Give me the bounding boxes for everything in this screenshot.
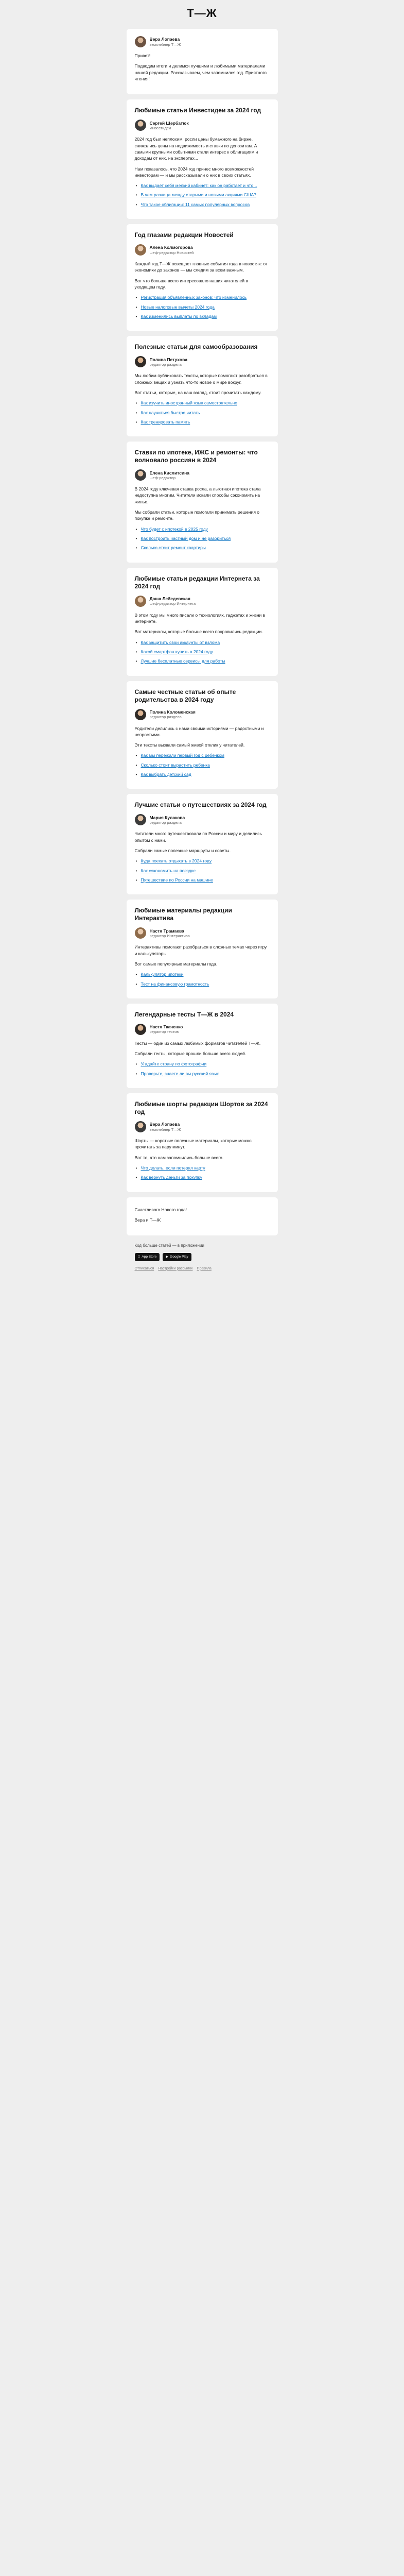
- tj-logo[interactable]: Т—Ж: [187, 7, 217, 20]
- author-name: Елена Кислитсина: [149, 470, 190, 476]
- section-card: [127, 568, 278, 676]
- avatar: [135, 120, 146, 131]
- article-link[interactable]: Сколько стоит ремонт квартиры: [140, 545, 206, 551]
- article-link-item: [135, 400, 270, 406]
- section-title: Лучшие статьи о путешествиях за 2024 год: [134, 801, 267, 809]
- author-role: шеф-редактор Интернета: [149, 601, 196, 606]
- article-link[interactable]: Сколько стоит вырастить ребенка: [140, 762, 210, 768]
- section-title: Ставки по ипотеке, ИЖС и ремонты: что волновало россиян в 2024: [134, 449, 258, 464]
- article-link[interactable]: Калькулятор ипотеки: [140, 972, 184, 977]
- article-link[interactable]: Как изменились выплаты по вкладам: [140, 313, 217, 319]
- section-author: [135, 1121, 270, 1132]
- article-link-item: [135, 535, 270, 541]
- article-link[interactable]: Тест на финансовую грамотность: [140, 981, 209, 987]
- article-link-item: [135, 545, 270, 551]
- section-author: [135, 356, 270, 367]
- author-role: редактор тестов: [149, 1029, 179, 1035]
- section-paragraph: Собрали самые полезные маршруты и советы.: [134, 848, 231, 853]
- section-paragraph: Собрали тесты, которые прошли больше всего людей.: [134, 1051, 247, 1057]
- article-link[interactable]: Что делать, если потерял карту: [140, 1165, 205, 1171]
- google-play-button[interactable]: [163, 1253, 191, 1261]
- footer-link[interactable]: Правила: [197, 1266, 212, 1270]
- footer: [127, 1243, 278, 1272]
- section-card: [127, 1093, 278, 1192]
- author-role: редактор раздела: [149, 362, 182, 367]
- article-link-item: [135, 971, 270, 977]
- section-title: Любимые статьи редакции Интернета за 2024 год: [134, 574, 260, 590]
- article-link-item: [135, 410, 270, 416]
- intro-card: [127, 29, 278, 94]
- article-link[interactable]: Какой смартфон купить в 2024 году: [140, 649, 213, 654]
- section-author: [135, 596, 270, 607]
- section-paragraph: Читатели много путешествовали по России и миру и делились опытом с нами.: [134, 831, 262, 843]
- section-card: [127, 336, 278, 436]
- article-link-item: [135, 762, 270, 768]
- author-role: эксплейнер Т—Ж: [149, 1127, 181, 1132]
- section-paragraph: Вот самые популярные материалы года.: [134, 961, 218, 967]
- article-link[interactable]: Как изучить иностранный язык самостоятельно: [140, 400, 237, 406]
- article-links: [135, 971, 270, 987]
- article-link[interactable]: Как вернуть деньги за покупку: [140, 1175, 202, 1180]
- article-link-item: [135, 658, 270, 664]
- avatar: [135, 927, 146, 939]
- google-play-label: Google Play: [167, 1255, 186, 1259]
- outro-sign: Вера и Т—Ж: [134, 1217, 161, 1223]
- article-link-item: [135, 1071, 270, 1077]
- article-link-item: [135, 649, 270, 655]
- article-link-item: [135, 752, 270, 758]
- author-role: эксплейнер Т—Ж: [149, 42, 181, 47]
- section-card: [127, 681, 278, 789]
- greeting: Привет!: [134, 53, 151, 58]
- section-paragraph: В этом году мы много писали о технологиях, гаджетах и жизни в интернете.: [134, 612, 266, 624]
- author-role: Инвестидеи: [149, 125, 171, 130]
- avatar: [135, 356, 146, 367]
- author-name: Даша Лебедевская: [149, 596, 190, 602]
- article-link[interactable]: В чем разница между старыми и новыми акциями США?: [140, 192, 256, 198]
- article-link-item: [135, 526, 270, 532]
- article-link-item: [135, 192, 270, 198]
- section-paragraph: Нам показалось, что 2024 год принес много возможностей инвесторам — и мы рассказывали о них в своих статьях.: [134, 166, 254, 178]
- outro-card: [127, 1197, 278, 1236]
- section-title: Полезные статьи для самообразования: [134, 343, 258, 351]
- avatar: [135, 596, 146, 607]
- footer-links: [135, 1266, 270, 1272]
- section-card: [127, 794, 278, 894]
- section-card: [127, 99, 278, 219]
- article-link-item: [135, 771, 270, 777]
- article-link[interactable]: Как научиться быстро читать: [140, 410, 200, 415]
- article-link[interactable]: Куда поехать отдыхать в 2024 году: [140, 858, 212, 864]
- article-link[interactable]: Как защитить свои аккаунты от взлома: [140, 639, 220, 645]
- footer-title: Код больше статей — в приложении: [134, 1243, 204, 1248]
- section-author: [135, 1024, 270, 1035]
- app-store-label: App Store: [139, 1255, 154, 1259]
- article-link-item: [135, 639, 270, 646]
- article-link[interactable]: Угадайте страну по фотографии: [140, 1061, 207, 1067]
- article-link[interactable]: Что будет с ипотекой в 2025 году: [140, 526, 208, 532]
- app-store-button[interactable]: [135, 1253, 160, 1261]
- section-paragraph: Интерактивы помогают разобраться в сложных темах через игру и калькуляторы.: [134, 944, 267, 956]
- section-card: [127, 224, 278, 331]
- article-link-item: [135, 858, 270, 864]
- section-paragraph: Вот материалы, которые больше всего понравились редакции.: [134, 629, 263, 635]
- author-role: редактор раздела: [149, 715, 182, 720]
- article-links: [135, 526, 270, 551]
- section-card: [127, 900, 278, 998]
- article-link-item: [135, 182, 270, 189]
- section-paragraph: Мы любим публиковать тексты, которые помогают разобраться в сложных вещах и узнать что-то новое о мире вокруг.: [134, 373, 268, 385]
- author-name: Вера Лопаева: [149, 37, 180, 42]
- article-link[interactable]: Как выдает себя мелкий кабинет: как он работает и что...: [140, 183, 257, 189]
- section-title: Любимые шорты редакции Шортов за 2024 год: [134, 1100, 268, 1116]
- article-link[interactable]: Как мы пережили первый год с ребенком: [140, 753, 224, 758]
- article-link[interactable]: Что такое облигации: 11 самых популярных вопросов: [140, 201, 250, 207]
- section-author: [135, 927, 270, 939]
- section-paragraph: Вот что больше всего интересовало наших читателей в уходящем году.: [134, 278, 248, 290]
- author-role: шеф-редактор: [149, 475, 176, 480]
- article-links: [135, 294, 270, 319]
- section-author: [135, 469, 270, 481]
- intro-author: [135, 36, 270, 47]
- apple-icon: [138, 1255, 140, 1259]
- header: [0, 3, 404, 24]
- intro-text: Подводим итоги и делимся лучшими и любимыми материалами нашей редакции. Рассказываем, чем запомнился год. Приятного чтения!: [134, 63, 267, 81]
- section-paragraph: Каждый год Т—Ж освещает главные события года в новостях: от экономики до законов — мы следим за всем важным.: [134, 261, 268, 273]
- article-link[interactable]: Путешествие по России на машине: [140, 877, 213, 883]
- avatar: [135, 36, 146, 47]
- article-link[interactable]: Как выбрать детский сад: [140, 772, 191, 777]
- store-badges: [135, 1253, 270, 1261]
- section-card: [127, 442, 278, 563]
- section-paragraph: 2024 год был неплохим: росли цены бумажного на бирже, снижались цены на недвижимость и ставки по депозитам. А самыми крупными событиями стали интерес к облигациям и доходам от них, на экспертах...: [134, 137, 258, 161]
- section-paragraph: Тесты — один из самых любимых форматов читателей Т—Ж.: [134, 1040, 261, 1046]
- article-link-item: [135, 313, 270, 319]
- avatar: [135, 814, 146, 825]
- article-link[interactable]: Новые налоговые вычеты 2024 года: [140, 304, 215, 310]
- article-links: [135, 858, 270, 883]
- play-icon: ▶: [163, 1255, 166, 1259]
- article-link-item: [135, 201, 270, 208]
- article-link[interactable]: Лучшие бесплатные сервисы для работы: [140, 658, 225, 664]
- article-link-item: [135, 1165, 270, 1171]
- section-card: [127, 1004, 278, 1088]
- article-link[interactable]: Как построить частный дом и не разориться: [140, 536, 231, 541]
- author-name: Полина Коломенская: [149, 709, 196, 715]
- article-link[interactable]: Как тренировать память: [140, 419, 190, 425]
- author-role: редактор Интерактива: [149, 933, 190, 938]
- author-name: Настя Трамаева: [149, 928, 184, 934]
- author-name: Настя Ткаченко: [149, 1024, 183, 1030]
- author-role: редактор раздела: [149, 820, 182, 825]
- section-paragraph: Родители делились с нами своими историями — радостными и непростыми.: [134, 725, 264, 737]
- article-links: [135, 639, 270, 665]
- author-role: шеф-редактор Новостей: [149, 250, 194, 255]
- article-link-item: [135, 419, 270, 425]
- avatar: [135, 709, 146, 720]
- avatar: [135, 1024, 146, 1035]
- section-paragraph: Шорты — короткие полезные материалы, которые можно прочитать за пару минут.: [134, 1138, 252, 1150]
- section-title: Любимые материалы редакции Интерактива: [134, 907, 232, 922]
- author-name: Мария Кулакова: [149, 815, 185, 820]
- article-link-item: [135, 1174, 270, 1180]
- article-link-item: [135, 868, 270, 874]
- article-links: [135, 400, 270, 425]
- article-link-item: [135, 981, 270, 987]
- section-paragraph: Вот статьи, которые, на наш взгляд, стоит прочитать каждому.: [134, 389, 261, 395]
- avatar: [135, 469, 146, 481]
- article-link-item: [135, 877, 270, 883]
- author-name: Полина Петухова: [149, 357, 187, 362]
- footer-link[interactable]: Отписаться: [134, 1266, 154, 1270]
- footer-link[interactable]: Настройки рассылок: [158, 1266, 193, 1270]
- article-links: [135, 1165, 270, 1181]
- section-title: Любимые статьи Инвестидеи за 2024 год: [134, 107, 261, 114]
- author-name: Сергей Щербатюк: [149, 120, 189, 126]
- section-author: [135, 814, 270, 825]
- article-link-item: [135, 294, 270, 300]
- article-links: [135, 752, 270, 777]
- section-author: [135, 120, 270, 131]
- section-title: Легендарные тесты Т—Ж в 2024: [134, 1010, 234, 1018]
- section-paragraph: Вот те, что нам запомнились больше всего.: [134, 1155, 224, 1160]
- section-paragraph: Эти тексты вызвали самый живой отклик у читателей.: [134, 742, 245, 748]
- article-link[interactable]: Проверьте, знаете ли вы русский язык: [140, 1071, 219, 1076]
- avatar: [135, 244, 146, 256]
- section-author: [135, 709, 270, 720]
- avatar: [135, 1121, 146, 1132]
- section-author: [135, 244, 270, 256]
- article-link-item: [135, 304, 270, 310]
- author-name: Вера Лопаева: [149, 1122, 180, 1127]
- section-paragraph: В 2024 году ключевая ставка росла, а льготная ипотека стала недоступна многим. Читатели искали способы сэкономить на жилье.: [134, 486, 261, 504]
- article-link-item: [135, 1061, 270, 1067]
- section-paragraph: Мы собрали статьи, которые помогали принимать решения о покупке и ремонте.: [134, 510, 260, 521]
- article-link[interactable]: Регистрация объявленных законов: что изменилось: [140, 295, 247, 300]
- section-title: Самые честные статьи об опыте родительства в 2024 году: [134, 688, 236, 703]
- author-name: Алена Колмогорова: [149, 245, 193, 250]
- article-link[interactable]: Как сэкономить на поездке: [140, 868, 196, 873]
- outro-wish: Счастливого Нового года!: [134, 1207, 187, 1212]
- article-links: [135, 182, 270, 208]
- section-title: Год глазами редакции Новостей: [134, 231, 234, 239]
- article-links: [135, 1061, 270, 1077]
